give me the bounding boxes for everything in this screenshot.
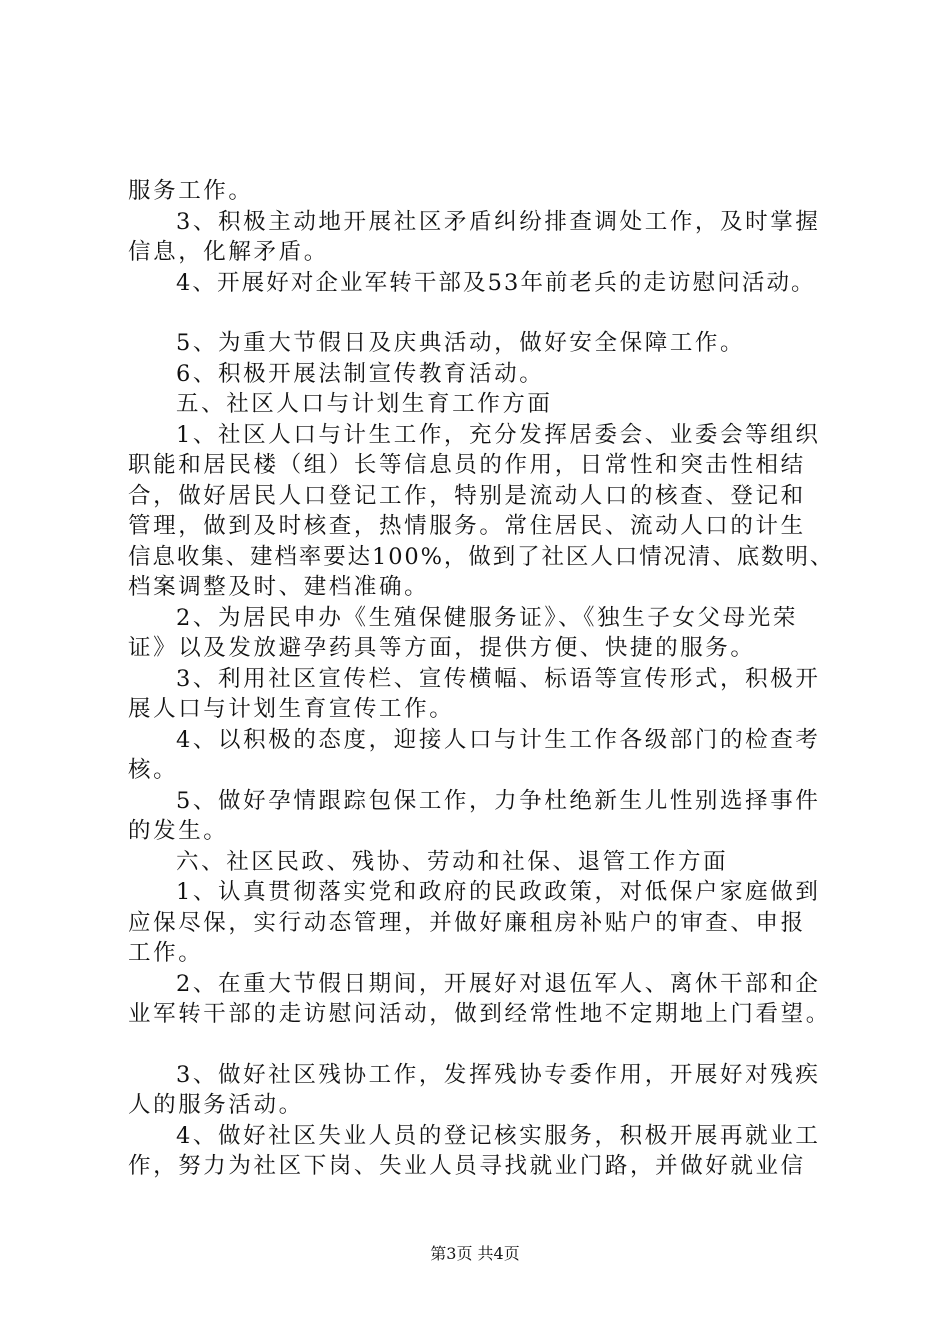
text-line: 5、做好孕情跟踪包保工作，力争杜绝新生儿性别选择事件 [176,787,821,814]
text-line: 人的服务活动。 [128,1092,304,1118]
paragraph-gap [128,298,838,328]
text-line: 4、以积极的态度，迎接人口与计生工作各级部门的检查考 [176,726,821,753]
text-line: 工作。 [128,940,204,966]
text-line: 职能和居民楼（组）长等信息员的作用，日常性和突击性相结 [128,452,806,478]
text-line: 3、做好社区残协工作，发挥残协专委作用，开展好对残疾 [176,1061,821,1088]
section-heading: 五、社区人口与计划生育工作方面 [176,391,553,417]
text-line: 1、社区人口与计生工作，充分发挥居委会、业委会等组织 [176,421,821,448]
text-line: 6、积极开展法制宣传教育活动。 [176,360,545,387]
paragraph-gap [128,1030,838,1060]
document-body [128,176,838,1182]
text-line: 应保尽保，实行动态管理，并做好廉租房补贴户的审查、申报 [128,909,806,936]
text-line: 服务工作。 [128,178,254,204]
text-line: 3、积极主动地开展社区矛盾纠纷排查调处工作，及时掌握 [176,208,821,235]
text-line: 2、在重大节假日期间，开展好对退伍军人、离休干部和企 [176,970,821,997]
text-line: 合，做好居民人口登记工作，特别是流动人口的核查、登记和 [128,482,806,509]
text-line: 作，努力为社区下岗、失业人员寻找就业门路，并做好就业信 [128,1153,806,1179]
text-line: 信息收集、建档率要达100%，做到了社区人口情况清、底数明、 [128,543,835,570]
text-line: 信息，化解矛盾。 [128,239,329,265]
text-line: 4、开展好对企业军转干部及53年前老兵的走访慰问活动。 [176,269,816,296]
text-line: 档案调整及时、建档准确。 [128,574,430,600]
text-line: 5、为重大节假日及庆典活动，做好安全保障工作。 [176,330,746,356]
text-line: 2、为居民申办《生殖保健服务证》、《独生子女父母光荣 [176,604,798,631]
text-line: 业军转干部的走访慰问活动，做到经常性地不定期地上门看望。 [128,1001,831,1027]
text-line: 1、认真贯彻落实党和政府的民政政策，对低保户家庭做到 [176,879,821,905]
text-line: 管理，做到及时核查，热情服务。常住居民、流动人口的计生 [128,513,806,539]
text-line: 的发生。 [128,818,229,844]
text-line: 4、做好社区失业人员的登记核实服务，积极开展再就业工 [176,1122,821,1149]
text-line: 3、利用社区宣传栏、宣传横幅、标语等宣传形式，积极开 [176,665,821,692]
text-line: 核。 [128,757,179,783]
page-number-footer: 第3页 共4页 [430,1244,520,1263]
section-heading: 六、社区民政、残协、劳动和社保、退管工作方面 [176,848,729,875]
text-line: 证》以及发放避孕药具等方面，提供方便、快捷的服务。 [128,635,756,661]
text-line: 展人口与计划生育宣传工作。 [128,696,455,722]
